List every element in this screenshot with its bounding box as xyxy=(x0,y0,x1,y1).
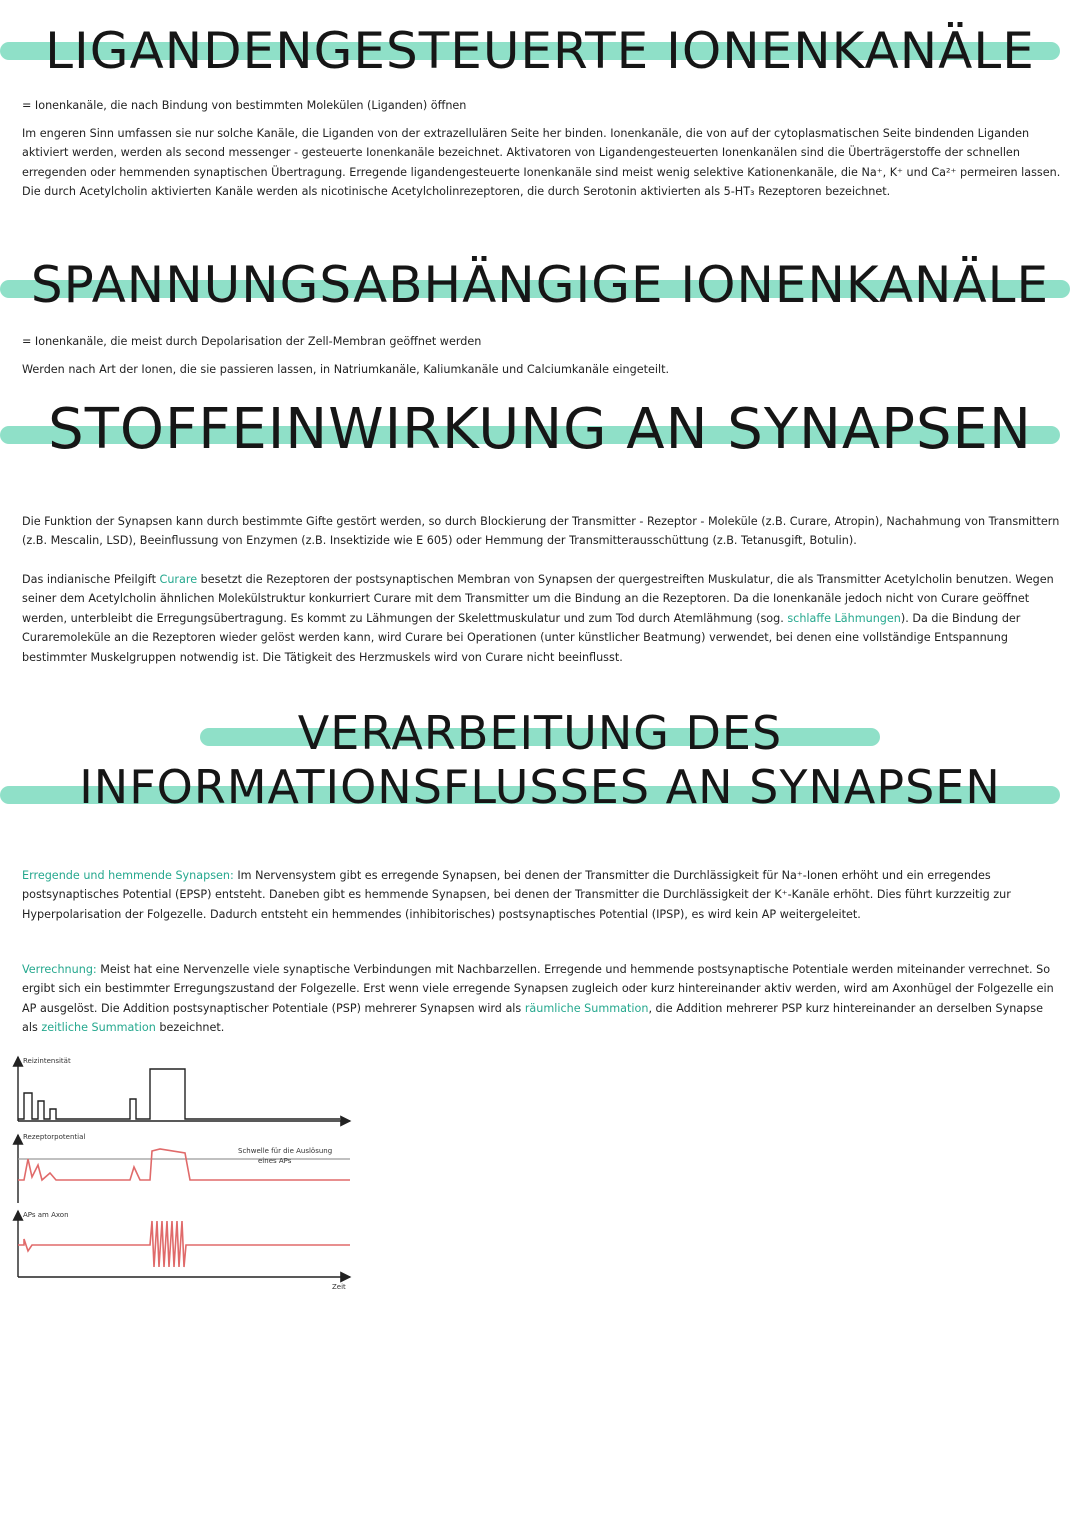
heading-informationsflusses: INFORMATIONSFLUSSES AN SYNAPSEN xyxy=(79,760,1001,814)
paragraph-erregende-hemmende xyxy=(22,866,1062,924)
text: , die Addition mehrerer PSP kurz hintereinander an derselben Synapse als xyxy=(22,1001,1043,1035)
definition-ligandengesteuerte: = Ionenkanäle, die nach Bindung von bestimmten Molekülen (Liganden) öffnen xyxy=(22,99,467,112)
action-potential-line xyxy=(18,1221,350,1267)
label-schwelle-ap: eines APs xyxy=(258,1157,292,1165)
section-stoffeinwirkung xyxy=(0,396,1080,472)
section-spannungsabhaengig xyxy=(0,256,1080,316)
text: bezeichnet. xyxy=(155,1021,225,1035)
heading-verarbeitung: VERARBEITUNG DES xyxy=(297,706,783,760)
paragraph-verrechnung xyxy=(22,960,1062,1038)
label-erregende-hemmende: Erregende und hemmende Synapsen: xyxy=(22,869,234,882)
heading-ligandengesteuerte: LIGANDENGESTEUERTE IONENKANÄLE xyxy=(45,22,1035,80)
body-spannungsabhaengig: Werden nach Art der Ionen, die sie passieren lassen, in Natriumkanäle, Kaliumkanäle und Calciumkanäle eingeteilt. xyxy=(22,363,670,376)
text: Meist hat eine Nervenzelle viele synaptische Verbindungen mit Nachbarzellen. Erregende und hemmende postsynaptische Potentiale werden miteinander verrechnet. So ergibt sich ein bestimmter Erregungszustand der Folgezelle. Erst wenn viele erregende Synapsen zugleich oder kurz hintereinander aktiv werden, wird am Axonhügel der Folgezelle ein AP ausgelöst. Die Addition postsynaptischer Potentiale (PSP) mehrerer Synapsen wird als xyxy=(22,963,1054,1015)
section-informationsfluss xyxy=(0,706,1080,826)
text: besetzt die Rezeptoren der postsynaptischen Membran von Synapsen der quergestreiften Muskulatur, die als Transmitter Acetylcholin benutzen. Wegen seiner dem Acetylcholin ähnlichen Molekülstruktur konkurriert Curare mit dem Transmitter um die Bindung an die Rezeptoren. Da die Ionenkanäle jedoch nicht von Curare geöffnet werden, unterbleibt die Erregungsübertragung. Es kommt zu Lähmungen der Skelettmuskulatur und zum Tod durch Atemlähmung (sog. xyxy=(22,573,1054,625)
label-verrechnung: Verrechnung: xyxy=(22,963,97,976)
term-raeumliche-summation: räumliche Summation xyxy=(524,1001,649,1015)
text: Das indianische Pfeilgift xyxy=(22,573,160,586)
paragraph-curare xyxy=(22,570,1062,667)
label-zeit: Zeit xyxy=(332,1283,346,1291)
heading-stoffeinwirkung: STOFFEINWIRKUNG AN SYNAPSEN xyxy=(48,397,1032,462)
term-curare: Curare xyxy=(159,573,198,586)
definition-spannungsabhaengig: = Ionenkanäle, die meist durch Depolarisation der Zell-Membran geöffnet werden xyxy=(22,335,482,348)
label-schwelle: Schwelle für die Auslösung xyxy=(238,1147,333,1155)
heading-spannungsabhaengig: SPANNUNGSABHÄNGIGE IONENKANÄLE xyxy=(30,256,1050,314)
term-schlaffe-laehmungen: schlaffe Lähmungen xyxy=(787,611,901,625)
stimulus-line xyxy=(18,1069,340,1119)
text: Im Nervensystem gibt es erregende Synapsen, bei denen der Transmitter die Durchlässigkeit für Na⁺-Ionen erhöht und ein erregendes postsynaptisches Potential (EPSP) entsteht. Daneben gibt es hemmende Synapsen, bei denen der Transmitter die Durchlässigkeit der K⁺-Kanäle erhöht. Dies führt kurzzeitig zur Hyperpolarisation der Folgezelle. Dadurch entsteht ein hemmendes (inhibitorisches) postsynaptisches Potential (IPSP), es wird kein AP weitergeleitet. xyxy=(22,869,1011,921)
label-rezeptorpotential: Rezeptorpotential xyxy=(23,1133,86,1141)
paragraph-gifte: Die Funktion der Synapsen kann durch bestimmte Gifte gestört werden, so durch Blockierung der Transmitter - Rezeptor - Moleküle (z.B. Curare, Atropin), Nachahmung von Transmittern (z.B. Mescalin, LSD), Beeinflussung von Enzymen (z.B. Insektizide wie E 605) oder Hemmung der Transmitterausschüttung (z.B. Tetanusgift, Botulin). xyxy=(22,515,1060,548)
label-reizintensitaet: Reizintensität xyxy=(23,1057,71,1065)
summation-diagram xyxy=(10,1055,370,1295)
section-ligandengesteuerte xyxy=(0,22,1080,82)
text: ). Da die Bindung der Curaremoleküle an die Rezeptoren wieder gelöst werden kann, wird Curare bei Operationen (unter künstlicher Beatmung) verwendet, bei denen eine vollständige Entspannung bestimmter Muskelgruppen notwendig ist. Die Tätigkeit des Herzmuskels wird von Curare nicht beeinflusst. xyxy=(22,611,1021,664)
body-ligandengesteuerte: Im engeren Sinn umfassen sie nur solche Kanäle, die Liganden von der extrazellulären Seite her binden. Ionenkanäle, die von auf der cytoplasmatischen Seite bindenden Liganden aktiviert werden, werden als second messenger - gesteuerte Ionenkanäle bezeichnet. Aktivatoren von Ligandengesteuerten Ionenkanälen sind die Überträgerstoffe der schnellen erregenden oder hemmenden synaptischen Übertragung. Erregende ligandengesteuerte Ionenkanäle sind meist wenig selektive Kationenkanäle, die Na⁺, K⁺ und Ca²⁺ permeiren lassen. Die durch Acetylcholin aktivierten Kanäle werden als nicotinische Acetylcholinrezeptoren, die durch Serotonin aktivierten als 5-HT₃ Rezeptoren bezeichnet. xyxy=(22,127,1061,199)
term-zeitliche-summation: zeitliche Summation xyxy=(41,1021,156,1035)
label-aps-am-axon: APs am Axon xyxy=(23,1211,69,1219)
